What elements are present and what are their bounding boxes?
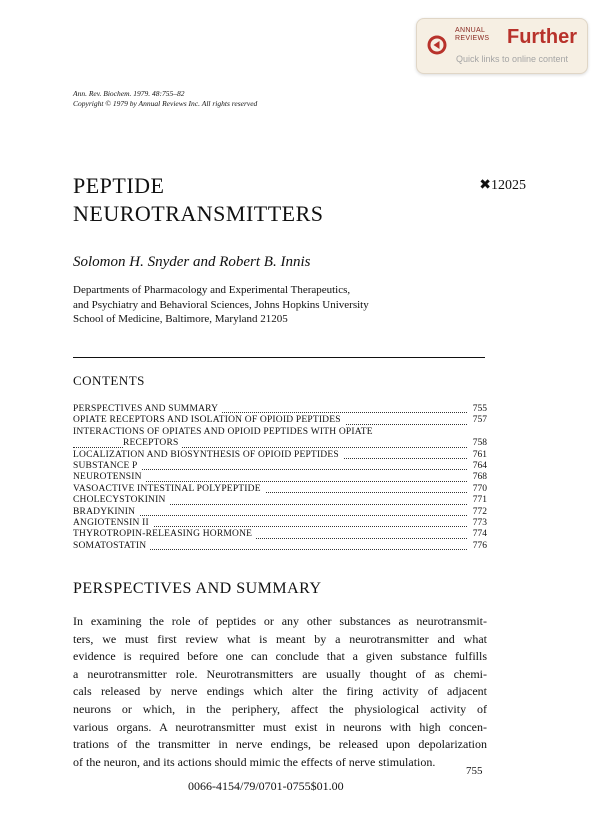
toc-item: CHOLECYSTOKININ 771	[73, 495, 487, 506]
page-number: 755	[466, 765, 483, 777]
body-paragraph: In examining the role of peptides or any other substances as neurotransmit- ters, we must first review what is meant by a neurotransmitter and what evidence is required before one can conclude that a given substance fulfills a neurotransmitter role. Neurotransmitters are usually thought of as chemi- cals released by nerve endings which alter the firing activity of adjacent neurons or which, in the periphery, affect the physiological activity of various organs. A neurotransmitter must exist in neurons with high concen- trations of the transmitter in nerve endings, be released upon depolarization of the neuron, and its actions should mimic the effects of nerve stimulation.	[73, 614, 487, 769]
toc-item: LOCALIZATION AND BIOSYNTHESIS OF OPIOID PEPTIDES 761	[73, 449, 487, 460]
contents-heading: CONTENTS	[73, 373, 145, 388]
toc-item: VASOACTIVE INTESTINAL POLYPEPTIDE 770	[73, 483, 487, 494]
authors: Solomon H. Snyder and Robert B. Innis	[73, 254, 311, 270]
annual-reviews-further-link[interactable]	[416, 18, 588, 74]
brand-label: Further	[507, 26, 577, 48]
copyright: Copyright © 1979 by Annual Reviews Inc. All rights reserved	[73, 99, 258, 108]
toc-item: OPIATE RECEPTORS AND ISOLATION OF OPIOID PEPTIDES 757	[73, 415, 487, 426]
toc-item: BRADYKININ 772	[73, 506, 487, 517]
toc-item: NEUROTENSIN 768	[73, 472, 487, 483]
affiliation: Departments of Pharmacology and Experimental Therapeutics, and Psychiatry and Behavioral Sciences, Johns Hopkins University School of Medicine, Baltimore, Maryland 21205	[73, 284, 369, 325]
toc-item: SUBSTANCE P 764	[73, 460, 487, 471]
tagline: Quick links to online content	[456, 54, 569, 64]
toc-item: ANGIOTENSIN II 773	[73, 517, 487, 528]
toc-item: INTERACTIONS OF OPIATES AND OPIOID PEPTIDES WITH OPIATE	[73, 427, 487, 438]
publication-code: 0066-4154/79/0701-0755$01.00	[188, 779, 344, 793]
toc-item: SOMATOSTATIN 776	[73, 540, 487, 551]
play-circle-icon	[427, 35, 447, 55]
article-title: PEPTIDE NEUROTRANSMITTERS	[73, 173, 324, 226]
toc-item: THYROTROPIN-RELEASING HORMONE 774	[73, 529, 487, 540]
publisher-name: ANNUAL REVIEWS	[455, 27, 490, 42]
toc-item: PERSPECTIVES AND SUMMARY 755	[73, 404, 487, 414]
document-id: ✖12025	[479, 178, 526, 193]
divider	[73, 357, 485, 358]
citation: Ann. Rev. Biochem. 1979. 48:755–82	[73, 89, 185, 98]
section-heading: PERSPECTIVES AND SUMMARY	[73, 580, 322, 597]
toc-item: RECEPTORS 758	[73, 438, 487, 449]
table-of-contents	[73, 404, 487, 552]
